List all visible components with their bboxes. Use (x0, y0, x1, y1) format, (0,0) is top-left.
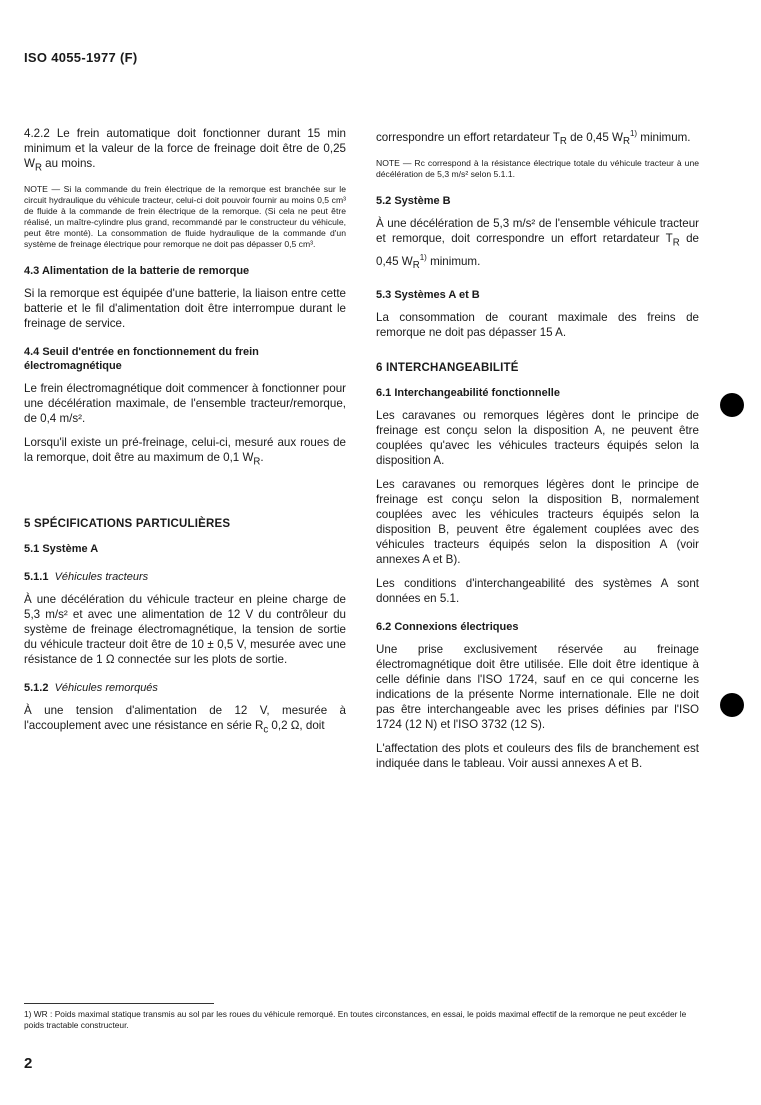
document-id: ISO 4055-1977 (F) (24, 50, 138, 65)
paragraph-5-2: À une décélération de 5,3 m/s² de l'ensemble véhicule tracteur et remorque, doit correspondre un effort retardateur $T_R$ de 0,45 $W_R^{1)}$ minimum. (376, 217, 699, 272)
heading-5: 5 SPÉCIFICATIONS PARTICULIÈRES (24, 517, 231, 530)
paragraph-4-2-2: 4.2.2 Le frein automatique doit fonctionner durant 15 min minimum et la valeur de la force de freinage doit être de 0,25 $W_R$ au moins. (24, 127, 346, 174)
heading-4-4: 4.4 Seuil d'entrée en fonctionnement du frein électromagnétique (24, 346, 259, 373)
heading-5-1-2: 5.1.2 Véhicules remorqués (24, 681, 158, 694)
heading-5-1-1: 5.1.1 Véhicules tracteurs (24, 570, 149, 583)
paragraph-5-3: La consommation de courant maximale des freins de remorque ne doit pas dépasser 15 A. (376, 310, 699, 339)
paragraph-6-1b: Les caravanes ou remorques légères dont le principe de freinage est conçu selon la disposition B, normalement couplées avec les véhicules tracteurs équipés selon la disposition B, peuvent être également couplées avec des véhicules tracteurs équipés selon la disposition A (voir annexes A et B). (376, 477, 699, 566)
heading-6-1: 6.1 Interchangeabilité fonctionnelle (376, 386, 560, 399)
note-hydraulic: NOTE — Si la commande du frein électrique de la remorque est branchée sur le circuit hydraulique du véhicule tracteur, celui-ci doit pouvoir fournir au moins 0,5 cm³ de fluide à la commande de frein électrique de la remorque. (Si cela ne peut être réalisé, un maître-cylindre plus grand, recommandé par le constructeur du véhicule, peut être monté). La consommation de fluide hydraulique de la commande d'un système de freinage électrique pour remorque ne doit pas dépasser 0,5 cm³. (24, 184, 346, 250)
heading-5-1: 5.1 Système A (24, 542, 99, 555)
footnote-rule (24, 1003, 214, 1004)
right-column (376, 126, 699, 780)
paragraph-6-2b: L'affectation des plots et couleurs des fils de branchement est indiquée dans le tableau. Voir aussi annexes A et B. (376, 741, 699, 770)
heading-5-2: 5.2 Système B (376, 195, 451, 208)
paragraph-4-3: Si la remorque est équipée d'une batterie, la liaison entre cette batterie et le fil d'alimentation doit être interrompue durant le freinage de service. (24, 287, 346, 331)
paragraph-continued: correspondre un effort retardateur $T_R$ de 0,45 $W_R^{1)}$ minimum. (376, 129, 691, 148)
paragraph-6-1c: Les conditions d'interchangeabilité des systèmes A sont données en 5.1. (376, 576, 699, 605)
paragraph-6-2a: Une prise exclusivement réservée au freinage électromagnétique doit être utilisée. Elle doit être identique à celle définie dans l'ISO 1724, sauf en ce qui concerne les indications de la présente Norme internationale. Elle ne doit pas être interchangeable avec les prises définies par l'ISO 1724 (12 N) et l'ISO 3732 (12 S). (376, 642, 699, 731)
revision-mark-dot (720, 393, 744, 417)
heading-5-3: 5.3 Systèmes A et B (376, 288, 480, 301)
left-column (24, 126, 346, 746)
paragraph-5-1-2: À une tension d'alimentation de 12 V, mesurée à l'accouplement avec une résistance en série $R_c$ 0,2 Ω, doit (24, 703, 346, 735)
footnote: 1) WR : Poids maximal statique transmis au sol par les roues du véhicule remorqué. En toutes circonstances, en essai, le poids maximal effectif de la remorque ne peut excéder le poids tractable constructeur. (24, 1009, 687, 1030)
heading-6-2: 6.2 Connexions électriques (376, 620, 519, 633)
revision-mark-dot (720, 693, 744, 717)
paragraph-5-1-1: À une décélération du véhicule tracteur en pleine charge de 5,3 m/s² et avec une alimentation de 12 V du contrôleur du système de freinage électromagnétique, la tension de sortie du véhicule tracteur doit être de 10 ± 0,5 V, mesurée avec une résistance de 1 Ω connectée sur les plots de sortie. (24, 592, 346, 666)
paragraph-6-1a: Les caravanes ou remorques légères dont le principe de freinage est conçu selon la disposition A, ne peuvent être couplées qu'avec les véhicules tracteurs équipés selon la disposition A. (376, 408, 699, 467)
paragraph-4-4a: Le frein électromagnétique doit commencer à fonctionner pour une décélération maximale, de l'ensemble tracteur/remorque, de 0,4 m/s². (24, 382, 346, 426)
heading-4-3: 4.3 Alimentation de la batterie de remorque (24, 265, 250, 278)
note-rc: NOTE — Rc correspond à la résistance électrique totale du véhicule tracteur à une décélération de 5,3 m/s² selon 5.1.1. (376, 158, 699, 180)
page-number: 2 (24, 1055, 33, 1072)
heading-6: 6 INTERCHANGEABILITÉ (376, 361, 519, 374)
paragraph-4-4b: Lorsqu'il existe un pré-freinage, celui-ci, mesuré aux roues de la remorque, doit être au maximum de 0,1 $W_R$. (24, 436, 346, 468)
